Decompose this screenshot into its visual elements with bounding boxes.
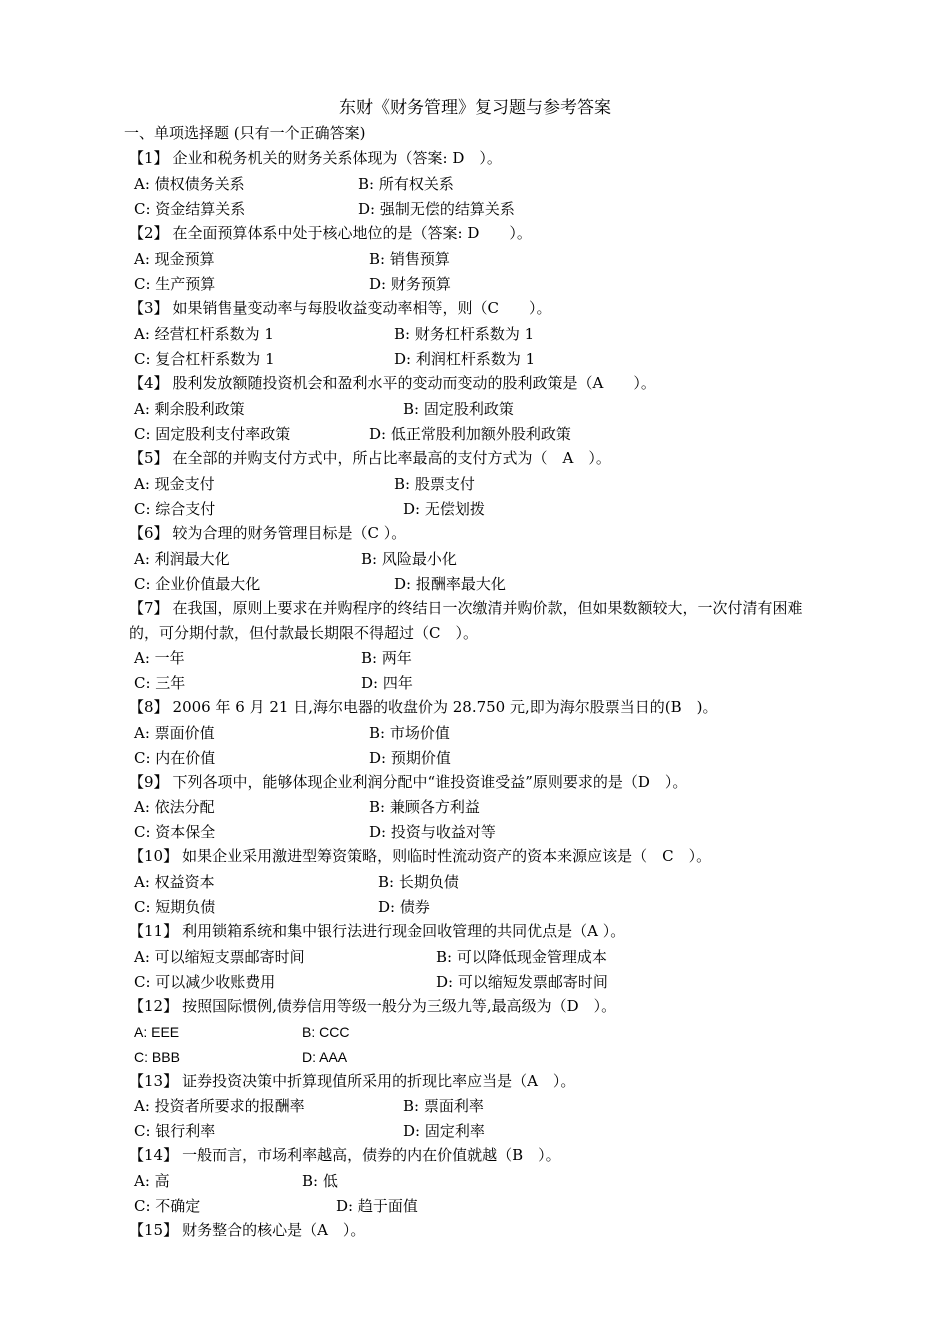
question-number: 【6】 [129,524,169,542]
option-b: B: 所有权关系 [358,175,454,193]
option-b: B: 可以降低现金管理成本 [436,948,607,966]
option-d: D: 四年 [361,674,413,692]
question-number: 【14】 [129,1146,179,1164]
option-c: C: 企业价值最大化 [134,575,261,593]
question-text: 如果销售量变动率与每股收益变动率相等，则（C ）。 [172,299,552,317]
question-14 [129,1143,829,1168]
option-d: D: 预期价值 [369,749,451,767]
option-b: B: 低 [302,1172,338,1190]
question-number: 【1】 [129,149,169,167]
question-number: 【8】 [129,698,169,716]
option-c: C: 固定股利支付率政策 [134,425,291,443]
question-6 [129,521,829,546]
question-number: 【11】 [129,922,179,940]
option-d: D: 利润杠杆系数为 1 [394,350,536,368]
option-b: B: 销售预算 [369,250,450,268]
question-text: 按照国际惯例,债券信用等级一般分为三级九等,最高级为（D ）。 [182,997,617,1015]
option-a: A: 一年 [134,649,185,667]
question-text: 2006 年 6 月 21 日,海尔电器的收盘价为 28.750 元,即为海尔股票当日的(B )。 [172,698,718,716]
question-number: 【3】 [129,299,169,317]
option-c: C: 短期负债 [134,898,216,916]
option-b: B: 长期负债 [378,873,459,891]
question-number: 【7】 [129,599,169,617]
question-15 [129,1218,829,1243]
question-number: 【15】 [129,1221,179,1239]
option-a: A: 现金预算 [134,250,215,268]
question-7 [129,596,829,646]
option-d: D: 无偿划拨 [403,500,485,518]
question-text: 股利发放额随投资机会和盈利水平的变动而变动的股利政策是（A ）。 [172,374,656,392]
question-5 [129,446,829,471]
option-d: D: AAA [302,1049,348,1065]
option-c: C: 生产预算 [134,275,216,293]
question-text: 如果企业采用激进型筹资策略，则临时性流动资产的资本来源应该是（ C ）。 [182,847,712,865]
option-b: B: 兼顾各方利益 [369,798,480,816]
option-a: A: 依法分配 [134,798,215,816]
question-number: 【10】 [129,847,179,865]
option-b: B: 风险最小化 [361,550,457,568]
question-number: 【12】 [129,997,179,1015]
option-d: D: 可以缩短发票邮寄时间 [436,973,608,991]
option-c: C: 内在价值 [134,749,216,767]
question-4 [129,371,829,396]
question-text: 证券投资决策中折算现值所采用的折现比率应当是（A ）。 [182,1072,576,1090]
option-d: D: 债券 [378,898,430,916]
question-text: 在全面预算体系中处于核心地位的是（答案: D ）。 [172,224,532,242]
section-heading: 一、单项选择题 (只有一个正确答案) [124,124,366,142]
option-a: A: 经营杠杆系数为 1 [134,325,274,343]
option-c: C: 三年 [134,674,186,692]
question-text: 一般而言，市场利率越高，债券的内在价值就越（B ）。 [182,1146,561,1164]
question-12 [129,994,829,1019]
question-11 [129,919,829,944]
option-c: C: 综合支付 [134,500,216,518]
option-c: C: 可以减少收账费用 [134,973,276,991]
option-a: A: 可以缩短支票邮寄时间 [134,948,305,966]
option-c: C: 资金结算关系 [134,200,246,218]
option-a: A: 债权债务关系 [134,175,245,193]
option-b: B: 两年 [361,649,412,667]
question-2 [129,221,829,246]
option-d: D: 固定利率 [403,1122,485,1140]
option-c: C: 银行利率 [134,1122,216,1140]
question-1 [129,146,829,171]
question-13 [129,1069,829,1094]
question-8 [129,695,829,720]
option-c: C: 资本保全 [134,823,216,841]
option-a: A: 票面价值 [134,724,215,742]
option-c: C: 不确定 [134,1197,201,1215]
option-a: A: 剩余股利政策 [134,400,245,418]
question-text: 财务整合的核心是（A ）。 [182,1221,366,1239]
document-title: 东财《财务管理》复习题与参考答案 [339,98,611,118]
question-3 [129,296,829,321]
option-d: D: 投资与收益对等 [369,823,496,841]
option-a: A: EEE [134,1024,180,1040]
question-text: 在全部的并购支付方式中，所占比率最高的支付方式为（ A ）。 [172,449,611,467]
question-text: 下列各项中，能够体现企业利润分配中“谁投资谁受益”原则要求的是（D ）。 [172,773,688,791]
option-c: C: BBB [134,1049,180,1065]
option-c: C: 复合杠杆系数为 1 [134,350,275,368]
option-b: B: 市场价值 [369,724,450,742]
option-b: B: CCC [302,1024,350,1040]
option-b: B: 财务杠杆系数为 1 [394,325,535,343]
option-d: D: 财务预算 [369,275,451,293]
option-a: A: 高 [134,1172,170,1190]
option-d: D: 报酬率最大化 [394,575,506,593]
option-d: D: 趋于面值 [336,1197,418,1215]
option-b: B: 固定股利政策 [403,400,514,418]
question-number: 【2】 [129,224,169,242]
option-d: D: 低正常股利加额外股利政策 [369,425,571,443]
question-number: 【9】 [129,773,169,791]
question-10 [129,844,829,869]
option-a: A: 权益资本 [134,873,215,891]
question-number: 【5】 [129,449,169,467]
question-text: 在我国，原则上要求在并购程序的终结日一次缴清并购价款，但如果数额较大，一次付清有困难的，可分期付款，但付款最长期限不得超过（C ）。 [129,599,803,642]
question-text: 企业和税务机关的财务关系体现为（答案: D ）。 [172,149,502,167]
option-a: A: 利润最大化 [134,550,230,568]
option-a: A: 现金支付 [134,475,215,493]
question-text: 利用锁箱系统和集中银行法进行现金回收管理的共同优点是（A ）。 [182,922,626,940]
option-d: D: 强制无偿的结算关系 [358,200,515,218]
question-number: 【4】 [129,374,169,392]
question-number: 【13】 [129,1072,179,1090]
question-9 [129,770,829,795]
option-a: A: 投资者所要求的报酬率 [134,1097,305,1115]
option-b: B: 股票支付 [394,475,475,493]
question-text: 较为合理的财务管理目标是（C ）。 [172,524,407,542]
option-b: B: 票面利率 [403,1097,484,1115]
